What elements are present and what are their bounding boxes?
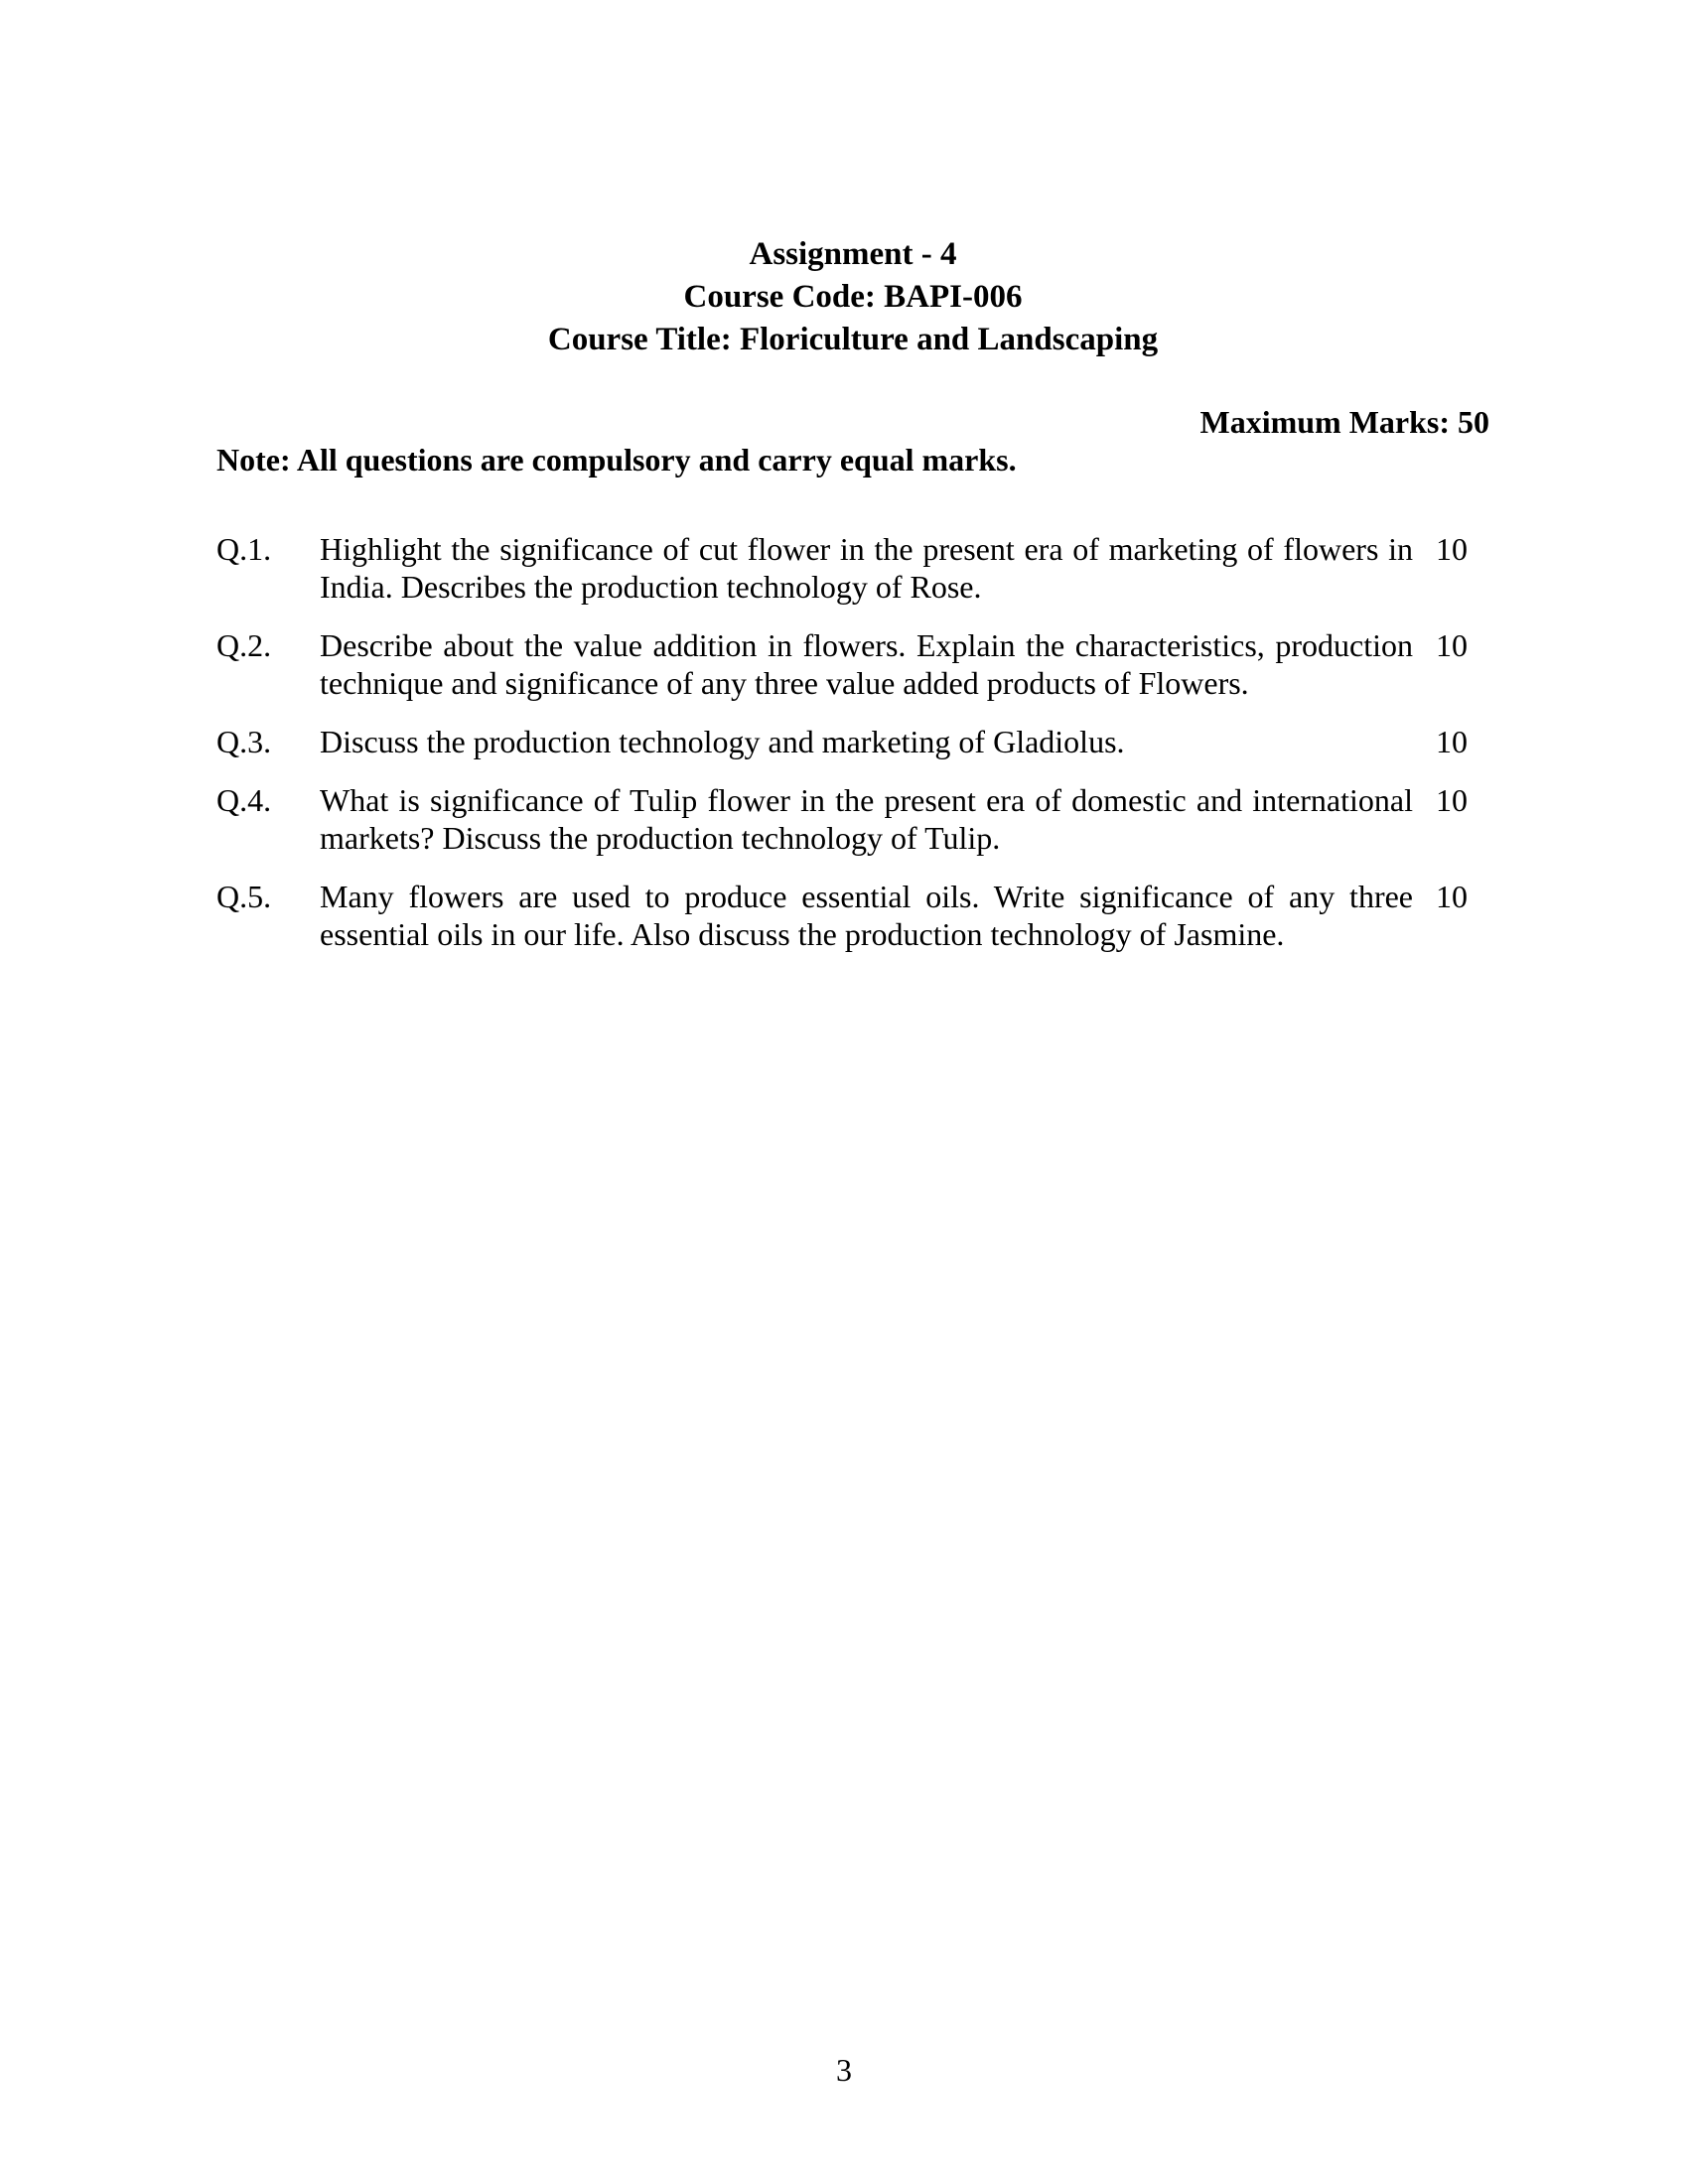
page-content [0,0,1688,953]
question-row [216,626,1489,702]
maximum-marks: Maximum Marks: 50 [1199,404,1489,440]
question-number: Q.1. [216,531,272,567]
question-marks: 10 [1436,724,1468,759]
course-code: Course Code: BAPI-006 [683,279,1023,315]
question-row [216,530,1489,606]
question-marks: 10 [1436,879,1468,914]
question-row [216,723,1489,760]
assignment-title: Assignment - 4 [749,236,957,272]
question-text: Discuss the production technology and marketing of Gladiolus. [320,724,1125,759]
course-title: Course Title: Floriculture and Landscaping [547,322,1159,357]
question-text: What is significance of Tulip flower in the present era of domestic and international markets? Discuss the production technology of Tulip. [320,782,1413,856]
question-text: Highlight the significance of cut flower in the present era of marketing of flowers in India. Describes the production technology of Rose. [320,531,1413,605]
question-number: Q.4. [216,782,272,818]
question-text: Describe about the value addition in flowers. Explain the characteristics, production technique and significance of any three value added products of Flowers. [320,627,1413,701]
note-line: Note: All questions are compulsory and carry equal marks. [216,442,1017,478]
question-row [216,781,1489,857]
question-number: Q.5. [216,879,272,914]
question-number: Q.3. [216,724,272,759]
document-header [216,233,1489,361]
question-marks: 10 [1436,782,1468,818]
question-list [216,530,1489,953]
question-text: Many flowers are used to produce essential oils. Write significance of any three essential oils in our life. Also discuss the production technology of Jasmine. [320,879,1413,952]
question-number: Q.2. [216,627,272,663]
question-row [216,878,1489,953]
page-number: 3 [836,2052,852,2088]
question-marks: 10 [1436,531,1468,567]
question-marks: 10 [1436,627,1468,663]
